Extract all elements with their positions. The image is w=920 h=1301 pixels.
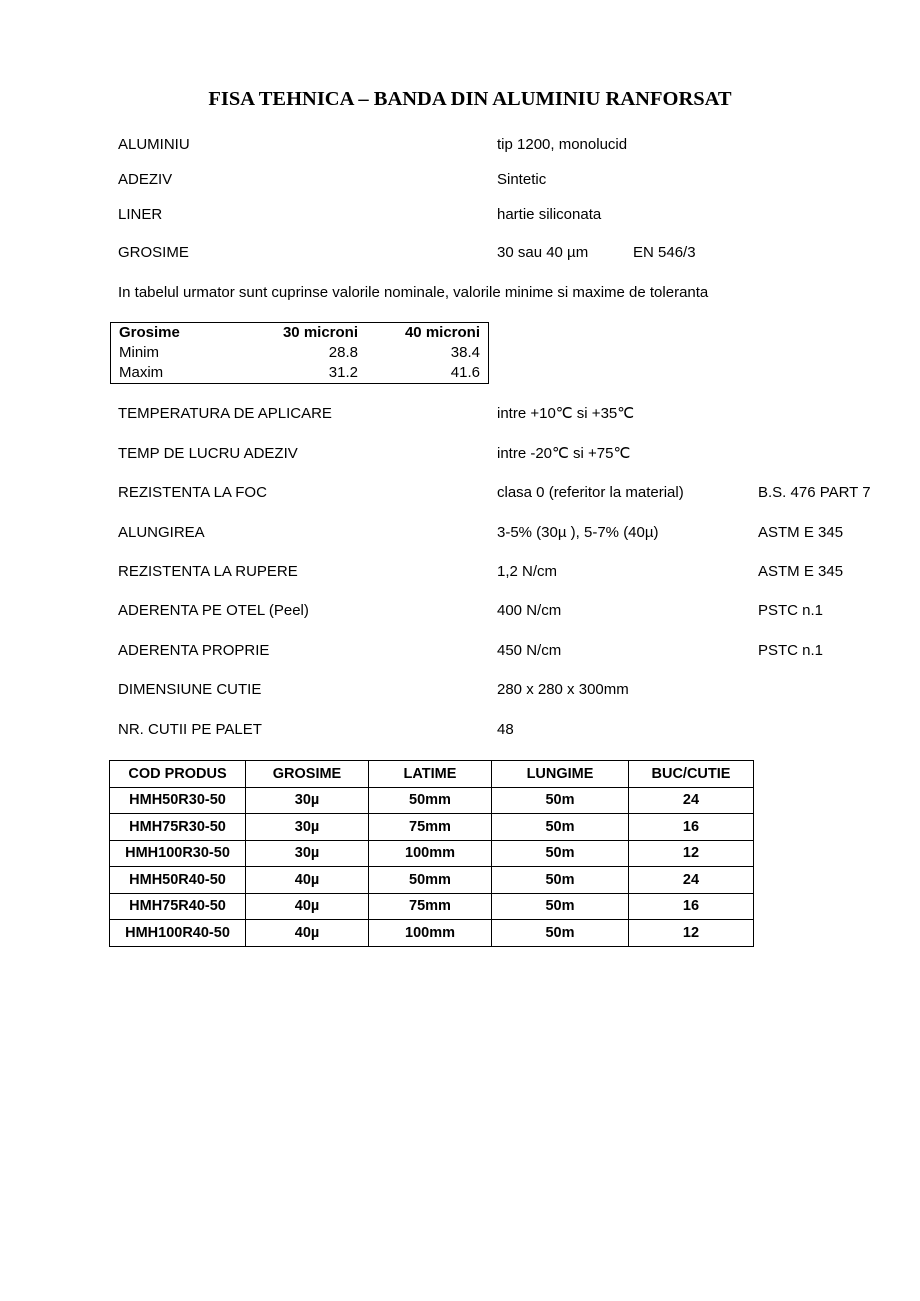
property-standard: EN 546/3	[633, 244, 696, 261]
products-cell: 75mm	[369, 893, 492, 920]
spec-label: TEMP DE LUCRU ADEZIV	[118, 445, 298, 462]
products-cell: 40µ	[246, 867, 369, 894]
products-cell: 50mm	[369, 867, 492, 894]
tolerance-cell: 41.6	[450, 364, 480, 381]
spec-value: 450 N/cm	[497, 642, 562, 659]
spec-standard: ASTM E 345	[758, 563, 844, 580]
products-cell: 50mm	[369, 787, 492, 814]
property-label: ALUMINIU	[118, 136, 190, 153]
products-cell: 50m	[492, 867, 629, 894]
property-value: 30 sau 40 µm	[497, 244, 589, 261]
products-cell: GROSIME	[246, 761, 369, 788]
products-cell: 50m	[492, 787, 629, 814]
products-row	[110, 840, 754, 867]
intro-paragraph: In tabelul urmator sunt cuprinse valorile nominale, valorile minime si maxime de toleranta	[118, 284, 709, 301]
property-label: GROSIME	[118, 244, 189, 261]
products-cell: HMH100R40-50	[110, 920, 246, 947]
products-cell: HMH100R30-50	[110, 840, 246, 867]
spec-value: 280 x 280 x 300mm	[497, 681, 629, 698]
property-label: LINER	[118, 206, 163, 223]
tolerance-table	[110, 322, 489, 384]
products-cell: 50m	[492, 893, 629, 920]
tolerance-cell: 38.4	[450, 344, 480, 361]
products-cell: 16	[629, 893, 754, 920]
products-cell: 12	[629, 840, 754, 867]
property-value: tip 1200, monolucid	[497, 136, 628, 153]
products-cell: 100mm	[369, 840, 492, 867]
spec-label: REZISTENTA LA RUPERE	[118, 563, 298, 580]
tolerance-cell: Maxim	[119, 364, 164, 381]
property-label: ADEZIV	[118, 171, 173, 188]
products-cell: 100mm	[369, 920, 492, 947]
products-cell: 40µ	[246, 920, 369, 947]
spec-standard: PSTC n.1	[758, 602, 824, 619]
spec-standard: ASTM E 345	[758, 524, 844, 541]
document-title: FISA TEHNICA – BANDA DIN ALUMINIU RANFORSAT	[208, 88, 732, 110]
products-cell: 30µ	[246, 787, 369, 814]
spec-value: 48	[497, 721, 514, 738]
spec-label: ADERENTA PE OTEL (Peel)	[118, 602, 309, 619]
tolerance-cell: 28.8	[328, 344, 358, 361]
tolerance-cell: Minim	[119, 344, 159, 361]
tolerance-cell: 31.2	[328, 364, 358, 381]
products-cell: LUNGIME	[492, 761, 629, 788]
spec-value: 3-5% (30µ ), 5-7% (40µ)	[497, 524, 659, 541]
tolerance-cell: 40 microni	[404, 324, 480, 341]
products-cell: 30µ	[246, 814, 369, 841]
spec-label: ADERENTA PROPRIE	[118, 642, 270, 659]
products-cell: 50m	[492, 920, 629, 947]
products-row	[110, 920, 754, 947]
spec-label: ALUNGIREA	[118, 524, 205, 541]
products-cell: LATIME	[369, 761, 492, 788]
products-cell: HMH50R30-50	[110, 787, 246, 814]
products-cell: 50m	[492, 840, 629, 867]
spec-label: NR. CUTII PE PALET	[118, 721, 262, 738]
spec-value: intre -20℃ si +75℃	[497, 445, 631, 462]
products-cell: 75mm	[369, 814, 492, 841]
spec-label: DIMENSIUNE CUTIE	[118, 681, 262, 698]
products-header-row	[110, 761, 754, 788]
spec-value: clasa 0 (referitor la material)	[497, 484, 684, 501]
spec-value: 400 N/cm	[497, 602, 562, 619]
spec-value: 1,2 N/cm	[497, 563, 558, 580]
products-cell: COD PRODUS	[110, 761, 246, 788]
products-cell: 16	[629, 814, 754, 841]
spec-standard: B.S. 476 PART 7	[758, 484, 871, 501]
spec-label: TEMPERATURA DE APLICARE	[118, 405, 332, 422]
products-row	[110, 814, 754, 841]
products-cell: HMH75R30-50	[110, 814, 246, 841]
tolerance-cell: Grosime	[119, 324, 180, 341]
spec-label: REZISTENTA LA FOC	[118, 484, 267, 501]
property-value: Sintetic	[497, 171, 547, 188]
spec-value: intre +10℃ si +35℃	[497, 405, 635, 422]
products-cell: 24	[629, 867, 754, 894]
products-row	[110, 787, 754, 814]
tolerance-header-row	[119, 323, 480, 343]
products-cell: HMH50R40-50	[110, 867, 246, 894]
tolerance-cell: 30 microni	[282, 324, 358, 341]
products-table	[109, 760, 754, 947]
products-row	[110, 893, 754, 920]
products-cell: HMH75R40-50	[110, 893, 246, 920]
property-value: hartie siliconata	[497, 206, 602, 223]
products-cell: BUC/CUTIE	[629, 761, 754, 788]
tolerance-row	[119, 363, 480, 383]
products-cell: 50m	[492, 814, 629, 841]
tolerance-row	[119, 343, 480, 363]
products-cell: 40µ	[246, 893, 369, 920]
products-cell: 30µ	[246, 840, 369, 867]
products-cell: 24	[629, 787, 754, 814]
spec-standard: PSTC n.1	[758, 642, 824, 659]
products-row	[110, 867, 754, 894]
products-cell: 12	[629, 920, 754, 947]
